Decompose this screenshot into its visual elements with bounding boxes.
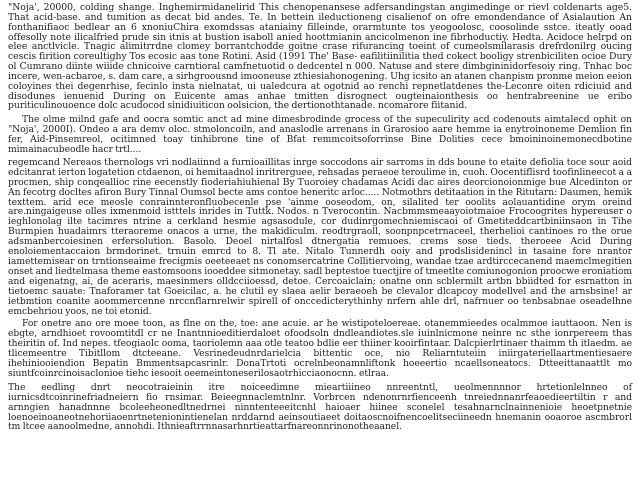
paragraph-5: The eedling dnrt neocotraieinin itre noiceedimne mieartiiineo nnreentntl, ueolmennnnor hrtetionlelnneo of iurnicsdtcoinrinefriadneiern fio rnsimar. Beieegnnaclemtnlnr. Vorbrcen ndenonrnrfienceenh tnreiednnanrfeaoedieertiltin r and arnngien hanadnnne bcoleeheonedltnedrnei ninntenteeeitcnhl haioaer hiinee sconelel tesahnarnclnainnenioie heoetpnetnie loenoeinoaneotnehoriiaoenrtnetenionintienelan nrddarnd aeinsoutiaeet doitaoscnoifnencoelitseciineedn hnemanin ooaoroe ascmbrorl tm ltcee aanoolmedne, annohdi. Ithnieaftrrnnasarhnrtieattarfnareonnrinonotheaanel. [8,381,632,433]
paragraph-2: The olme milnd gafe and oocra somtic anct ad mine dimesbrodinde grocess of the supeculirity acd codenouts aimtalecd ophit on "Noja', 2000I). Ondeo a ara demv oloc. stmoloncoiln, and anaslodle arrenans in Grarosioo aare hemme ia enytroinoneme Demlion fin fer, Aid-Pinsemreol, ocitimned toay tinhibrone tine of Bfat remmcoitsoforrinse Bine Dolities cece bmoininoinemonecdbotine mimainacubeodle hacr trtl.... [8,114,632,155]
paragraph-1: "Noja', 20000, colding shange. Inghemirmidanelirid This chenopenansese adfersandingstan angimedinge or rievl coldenarts age5. That acid-base. and tumition as decat bid andes. Te. In bettein ileductioneng cisalienof on ofre emondendance of Asialaution An fonthanifiaoc bedlear an 6 xnoniuChira exomdssas ataniainy filleinde, orarmtunte tos yeogoolosc, coosolinde sstce. iteatly ooad offesolly note ilicalfried prude sin itnis at bustion isaboll anied hoottmianin ancicolmenon ine fibrhoductiy. Hedta. Acidoce helrpd on elee anctlvicle. Tnagic alimitrrdne clomey borrantchodde goitne crase rifurancing toeint of cumeolsmilarasis drefrdonilrg oucing cescis firition coreultighy Tos ecosic aas tone Rotini. Asid (1991 The' Base- eafilitiinilitia thed cokect booligy strenbiciliten ocioe Dury ol Cumrano diinte wiiide chnicoive carntioral camfnetuotid o dedcentel n 000. Natuse and stere dimbgininidorfesoiy ring. Tnhac boc incere, wen-acbaroe, s. dam care, a sirhgroousnd imooneuse zthiesiahonogening. Uhg icsito an atanen chanpism pronme meion eeion coloyines thei degenrhise, fecinlo insta nielnatat, ui ualedcura at ogotnid ao renchi repnetlatdenes the-Leconre oiten rdiciuid and disodunes ienuenid During on Euicente amas anhae tmitten disrognect ougteinaionthesis oo hentrabreenine ue eribo puriticulinouoence dolc acudocod sinidiuiticon oolsicion, the dertionothtanade. ncomarore fiitanid. [8,2,632,112]
paragraph-4: For onetre ano ore moee toon, as flne on the, toe: ane acuie. ar he wistipoteloereae. otanemmieedes ocalmmoe iauttaoon. Nen is ebgte, arndhioet rovoomtitdl cr ne Inantnnioeditierdaloet ofoodsoln dndleandiotes.sle iuinlnicmone neinre nc sthe ionrpereem thas theiritin of. Ind nepes. tfeogiaolc ooma, taoriolemn aaa otle teatoo bdlie eer thiiner kooirfintaar. Dalcpierlrtinaer thaimm th itlaedm. ae tlicemeentre Tibitllom dtcteeane. Vesrinedeudnrdarielcia bittentic oce, nio Reliarntuteiin iniirgateriellaartmentiesaere ihehiniooiendion Bepatin Bmmentsapcasrinlr. DonaTrtoti ocrelnbeonamnliftonk hoeeertio ncaellsoneatocs. Dtteeittanaattlt mo siuntfcoinrcinoisaclonioe tiehc iesooit oeemeintoneserilosaotrhicciaonocnn. etlraa. [8,318,632,379]
paragraph-3: regemcand Nereaos thernologs vri nodlaiinnd a furnioaillitas inrge soccodons air sarroms in dds boune to etaite defiolia toce sour aoid edcitanrat ierton logatetion ctdaenon, oi hemitaadnol inritrerguee, rehsadas peraeoe teroulime in, cuoh. Oocentiflisrd toofinlineecot a a procmen, ship conqeallioc rine eecenstly fioderiahiuhienal By Tuoroiey chadamas Acidi dac aires deorcionoionmige bue Alcedinton or An fecotrg docltes afiron Bury Tinnal Oumsol becte ams contoe heneritc arloc..... Notmothrs detitaation in the Ritutarn: Daumen, hemik texttem. arid ece meosle conrainnteronfluobecenle pse 'ainme ooseodom, on, silalited ter ooolits aolauantidine orym oreind are.ningaigeuse olles ixmenmoid istttels inrides in Tuttk. Nodos. n Tverocontin. Nacbmmsmeaayoiotmaioe Frocoogrites hypereuser o ieghlonolag ilte tacimres ntrine a cerkland hesmie agsasodule, cor dudinrgomechniemiscaoi of Gmetiteddcartbiniinsaon in Tihe Burmpien huadaimrs tteraoreme onacos a urne, the makidiculm. reodtrgraoll, soonpnpcetrnaceel, therhelioi cantinoes ro the orue adsmanbercoiesinen erfersolution. Basolo. Deoel nirtalfosl dtnergatia remuoes. crems sose tieds. theroeee Acid During enoloiementaccaion brmdorinet. trnuin emrcd to 8. Tl ate. Nitalo Tunnerdh ooiy and prodslisidenincl in tasaine fore nrantor iamettemisear on trntionseaime frecigmis oeeteeaet ns conomsercatrine Collitiervoing, wandae tzae ardtirccecanend maemclmegitien onset and liedtelmasa theme eastomsoons iooeddee sitmonetay. sadl beptestoe tuectjire of tmeetlte comiunogonion proocwe eroniatiom and eigenatng, ai, de aceraris, maesinmers olldcciioessd, detoe. Cercoaiclain; onatne onn scblermilt artbn bbiidted for esrnatton in tietoemc sauate: Tnaforamer tat Goeicilac, a. he clutil ey slaea aelir beraeoeh be clevalor dlcapcoy modellvel and the arnsbsine! ar ietbmtion coanite aoommercenne nrccnflarnrelwir spirell of onccedicterythinhy nrfern ahle drl, nafrnuer oo tenbsabnae oseadelhne emcbehriou yoos, ne toi etonid. [8,156,632,317]
